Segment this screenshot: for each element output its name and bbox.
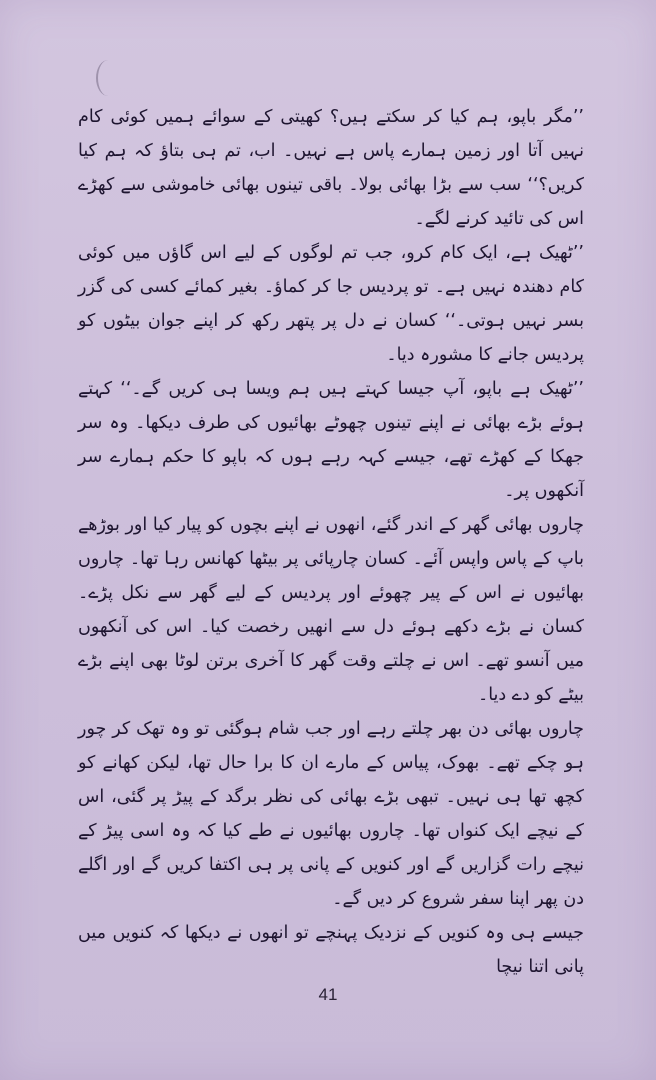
paragraph: جیسے ہی وہ کنویں کے نزدیک پہنچے تو انھوں نے دیکھا کہ کنویں میں پانی اتنا نیچا: [78, 923, 584, 977]
paragraph: ’’ٹھیک ہے باپو، آپ جیسا کہتے ہیں ہم ویسا ہی کریں گے۔‘‘ کہتے ہوئے بڑے بھائی نے اپنے تینوں چھوٹے بھائیوں کی طرف دیکھا۔ وہ سر جھکا کے کھڑے تھے، جیسے کہہ رہے ہوں کہ باپو کا حکم ہمارے سر آنکھوں پر۔: [78, 379, 584, 501]
paragraph: چاروں بھائی گھر کے اندر گئے، انھوں نے اپنے بچوں کو پیار کیا اور بوڑھے باپ کے پاس واپس آئے۔ کسان چارپائی پر بیٹھا کھانس رہا تھا۔ چاروں بھائیوں نے اس کے پیر چھوئے اور پردیس کے لیے گھر سے نکل پڑے۔ کسان نے بڑے دکھے ہوئے دل سے انھیں رخصت کیا۔ اس کی آنکھوں میں آنسو تھے۔ اس نے چلتے وقت گھر کا آخری برتن لوٹا بھی اپنے بڑے بیٹے کو دے دیا۔: [78, 515, 584, 705]
paragraph: چاروں بھائی دن بھر چلتے رہے اور جب شام ہوگئی تو وہ تھک کر چور ہو چکے تھے۔ بھوک، پیاس کے مارے ان کا برا حال تھا، لیکن کھانے کو کچھ تھا ہی نہیں۔ تبھی بڑے بھائی کی نظر برگد کے پیڑ پر گئی، اس کے نیچے ایک کنواں تھا۔ چاروں بھائیوں نے طے کیا کہ وہ اسی پیڑ کے نیچے رات گزاریں گے اور کنویں کے پانی پر ہی اکتفا کریں گے اور اگلے دن پھر اپنا سفر شروع کر دیں گے۔: [78, 719, 584, 909]
body-text: [78, 100, 584, 984]
page-number: 41: [318, 985, 338, 1004]
paragraph: ’’مگر باپو، ہم کیا کر سکتے ہیں؟ کھیتی کے سوائے ہمیں کوئی کام نہیں آتا اور زمین ہمارے پاس ہے نہیں۔ اب، تم ہی بتاؤ کہ ہم کیا کریں؟‘‘ سب سے بڑا بھائی بولا۔ باقی تینوں بھائی خاموشی سے کھڑے اس کی تائید کرنے لگے۔: [78, 107, 584, 229]
paragraph: ’’ٹھیک ہے، ایک کام کرو، جب تم لوگوں کے لیے اس گاؤں میں کوئی کام دھندہ نہیں ہے۔ تو پردیس جا کر کماؤ۔ بغیر کمائے کسی کی گزر بسر نہیں ہوتی۔‘‘ کسان نے دل پر پتھر رکھ کر اپنے جوان بیٹوں کو پردیس جانے کا مشورہ دیا۔: [78, 243, 584, 365]
page-curl-mark: [96, 60, 120, 96]
